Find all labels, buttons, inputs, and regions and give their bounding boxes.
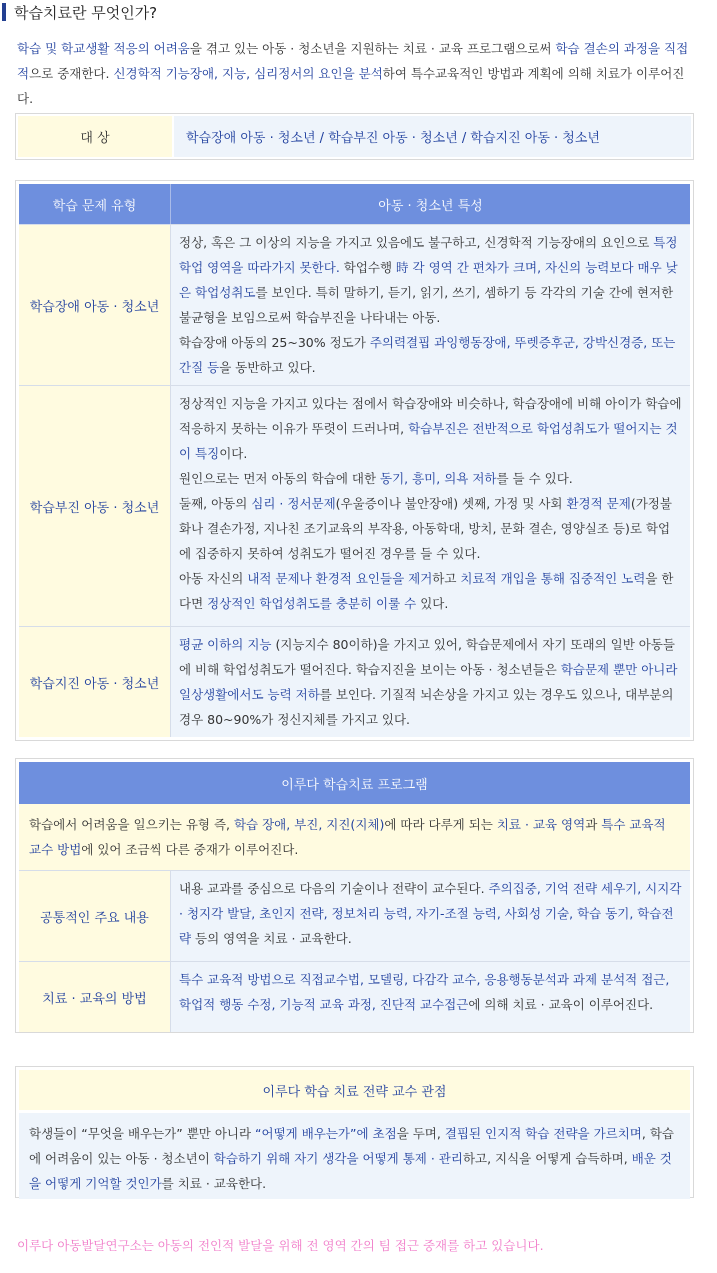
target-label: 대 상 xyxy=(18,116,172,157)
row-description xyxy=(170,627,690,737)
highlight-text: 학습 및 학교생활 적응의 어려움 xyxy=(17,41,190,56)
perspective-title: 이루다 학습 치료 전략 교수 관점 xyxy=(19,1070,690,1110)
text-run: 을 동반하고 있다. xyxy=(219,360,316,375)
text-run: 이다. xyxy=(219,446,248,461)
highlight-text: 時 각 영역 간 편차가 크며, 자신의 능력보다 매우 낮은 학업성취도 xyxy=(179,260,678,300)
highlight-text: 학습하기 위해 자기 생각을 어떻게 통제 · 관리 xyxy=(213,1151,463,1166)
highlight-text: 주의력결핍 과잉행동장애, 뚜렛증후군, 강박신경증, 또는 간질 등 xyxy=(179,335,676,375)
highlight-text: 학습문제 뿐만 아니라 일상생활에서도 능력 저하 xyxy=(179,662,678,702)
types-table xyxy=(15,180,694,741)
highlight-text: 신경학적 기능장애, 지능, 심리정서의 요인을 분석 xyxy=(113,66,383,81)
row-label: 공통적인 주요 내용 xyxy=(19,871,170,961)
description-paragraph xyxy=(179,876,682,951)
description-paragraph xyxy=(179,632,682,732)
highlight-text: 결핍된 인지적 학습 전략을 가르치며 xyxy=(444,1126,642,1141)
program-title: 이루다 학습치료 프로그램 xyxy=(19,762,690,804)
table-row xyxy=(19,626,690,737)
text-run: 아동 자신의 xyxy=(179,571,248,586)
highlight-text: 특정 학업 영역을 따라가지 못한다. xyxy=(179,235,678,275)
program-table xyxy=(15,758,694,1033)
description-paragraph xyxy=(179,491,682,566)
target-box xyxy=(15,113,694,160)
highlight-text: 정상적인 학업성취도를 충분히 이룰 수 xyxy=(207,596,417,611)
highlight-text: 내적 문제나 환경적 요인들을 제거 xyxy=(247,571,433,586)
header-type: 학습 문제 유형 xyxy=(52,198,137,214)
description-paragraph xyxy=(179,230,682,330)
description-paragraph xyxy=(179,466,682,491)
description-paragraph xyxy=(179,566,682,616)
text-run: 둘째, 아동의 xyxy=(179,496,252,511)
text-run: 등의 영역을 치료 · 교육한다. xyxy=(191,931,352,946)
text-run: 을 겪고 있는 아동 · 청소년을 지원하는 치료 · 교육 프로그램으로써 xyxy=(189,41,556,56)
row-description xyxy=(170,871,690,961)
highlight-text: 평균 이하의 지능 xyxy=(179,637,272,652)
text-run: 정상, 혹은 그 이상의 지능을 가지고 있음에도 불구하고, 신경학적 기능장애의 요인으로 xyxy=(179,235,654,250)
text-run: 하고, 지식을 어떻게 습득하며, xyxy=(462,1151,632,1166)
text-run: 하여 특수교육적인 방법과 계획에 의해 치료가 이루어진다. xyxy=(17,66,685,106)
table-row xyxy=(19,224,690,385)
highlight-text: 학습 장애, 부진, 지진(지체) xyxy=(233,817,385,832)
text-run: 를 보인다. 특히 말하기, 듣기, 읽기, 쓰기, 셈하기 등 각각의 기술 간에 현저한 불균형을 보임으로써 학습부진을 나타내는 아동. xyxy=(179,285,674,325)
highlight-text: 환경적 문제 xyxy=(566,496,631,511)
text-run: 를 들 수 있다. xyxy=(496,471,573,486)
text-run: 을 두며, xyxy=(396,1126,445,1141)
highlight-text: 동기, 흥미, 의욕 저하 xyxy=(380,471,497,486)
table-row xyxy=(19,870,690,961)
highlight-text: 배운 것을 어떻게 기억할 것인가 xyxy=(29,1151,672,1191)
page-title xyxy=(0,0,157,24)
text-run: (지능지수 80이하)을 가지고 있어, 학습문제에서 자기 또래의 일반 아동들에 비해 학업성취도가 떨어진다. 학습지진을 보이는 아동 · 청소년들은 xyxy=(179,637,675,677)
text-run: 하고 xyxy=(432,571,461,586)
intro-paragraph xyxy=(17,36,697,111)
target-value: 학습장애 아동 · 청소년 / 학습부진 아동 · 청소년 / 학습지진 아동 · 청소년 xyxy=(174,116,691,157)
highlight-text: 학습부진은 전반적으로 학업성취도가 떨어지는 것이 특징 xyxy=(179,421,678,461)
table-row xyxy=(19,961,690,1032)
types-table-header xyxy=(19,184,690,224)
title-accent-bar xyxy=(2,3,6,21)
highlight-text: 주의집중, 기억 전략 세우기, 시지각 · 청지각 발달, 초인지 전략, 정보처리 능력, 자기-조절 능력, 사회성 기술, 학습 동기, 학습전략 xyxy=(179,881,682,946)
description-paragraph xyxy=(179,967,682,1017)
text-run: 를 치료 · 교육한다. xyxy=(161,1176,267,1191)
program-intro xyxy=(19,804,690,870)
text-run: 를 보인다. 기질적 뇌손상을 가지고 있는 경우도 있으나, 대부분의 경우 80~90%가 정신지체를 가지고 있다. xyxy=(179,687,674,727)
description-paragraph xyxy=(179,330,682,380)
text-run: 내용 교과를 중심으로 다음의 기술이나 전략이 교수된다. xyxy=(179,881,489,896)
footer-note: 이루다 아동발달연구소는 아동의 전인적 발달을 위해 전 영역 간의 팀 접근 중재를 하고 있습니다. xyxy=(17,1238,544,1253)
text-run: 원인으로는 먼저 아동의 학습에 대한 xyxy=(179,471,380,486)
text-run: 있다. xyxy=(416,596,449,611)
text-run: (우울증이나 불안장애) 셋째, 가정 및 사회 xyxy=(335,496,567,511)
text-run: 에 있어 조금씩 다른 중재가 이루어진다. xyxy=(81,842,299,857)
highlight-text: 심리 · 정서문제 xyxy=(251,496,336,511)
highlight-text: 치료적 개입을 통해 집중적인 노력 xyxy=(460,571,646,586)
perspective-box xyxy=(15,1066,694,1198)
row-label: 학습지진 아동 · 청소년 xyxy=(19,627,170,737)
perspective-body xyxy=(19,1113,690,1199)
header-traits: 아동 · 청소년 특성 xyxy=(170,184,690,224)
highlight-text: 학습 결손의 과정을 직접적 xyxy=(17,41,689,81)
text-run: 에 의해 치료 · 교육이 이루어진다. xyxy=(468,997,654,1012)
text-run: (가정불화나 결손가정, 지나친 조기교육의 부작용, 아동학대, 방치, 문화 결손, 영양실조 등)로 학업에 집중하지 못하여 성취도가 떨어진 경우를 들 수 있다. xyxy=(179,496,672,561)
text-run: 정상적인 지능을 가지고 있다는 점에서 학습장애와 비슷하나, 학습장애에 비해 아이가 학습에 적응하지 못하는 이유가 뚜렷이 드러나며, xyxy=(179,396,682,436)
text-run: 에 따라 다루게 되는 xyxy=(384,817,497,832)
row-description xyxy=(170,962,690,1032)
text-run: 으로 중재한다. xyxy=(29,66,114,81)
highlight-text: 특수 교육적 교수 방법 xyxy=(29,817,666,857)
table-row xyxy=(19,385,690,626)
text-run: , 학습에 어려움이 있는 아동 · 청소년이 xyxy=(29,1126,674,1166)
highlight-text: 특수 교육적 방법으로 직접교수법, 모델링, 다감각 교수, 응용행동분석과 과제 분석적 접근, 학업적 행동 수정, 기능적 교육 과정, 진단적 교수접근 xyxy=(179,972,670,1012)
row-label: 학습부진 아동 · 청소년 xyxy=(19,386,170,626)
description-paragraph xyxy=(179,391,682,466)
page-title-text: 학습치료란 무엇인가? xyxy=(14,3,158,22)
row-label: 학습장애 아동 · 청소년 xyxy=(19,225,170,385)
highlight-text: 치료 · 교육 영역 xyxy=(496,817,586,832)
text-run: 을 한다면 xyxy=(179,571,674,611)
text-run: 학생들이 “무엇을 배우는가” 뿐만 아니라 xyxy=(29,1126,256,1141)
row-description xyxy=(170,386,690,626)
text-run: 학습장애 아동의 25~30% 정도가 xyxy=(179,335,370,350)
row-description xyxy=(170,225,690,385)
text-run: 학업수행 xyxy=(339,260,397,275)
row-label: 치료 · 교육의 방법 xyxy=(19,962,170,1032)
highlight-text: “어떻게 배우는가”에 초점 xyxy=(255,1126,397,1141)
text-run: 과 xyxy=(585,817,602,832)
text-run: 학습에서 어려움을 일으키는 유형 즉, xyxy=(29,817,234,832)
